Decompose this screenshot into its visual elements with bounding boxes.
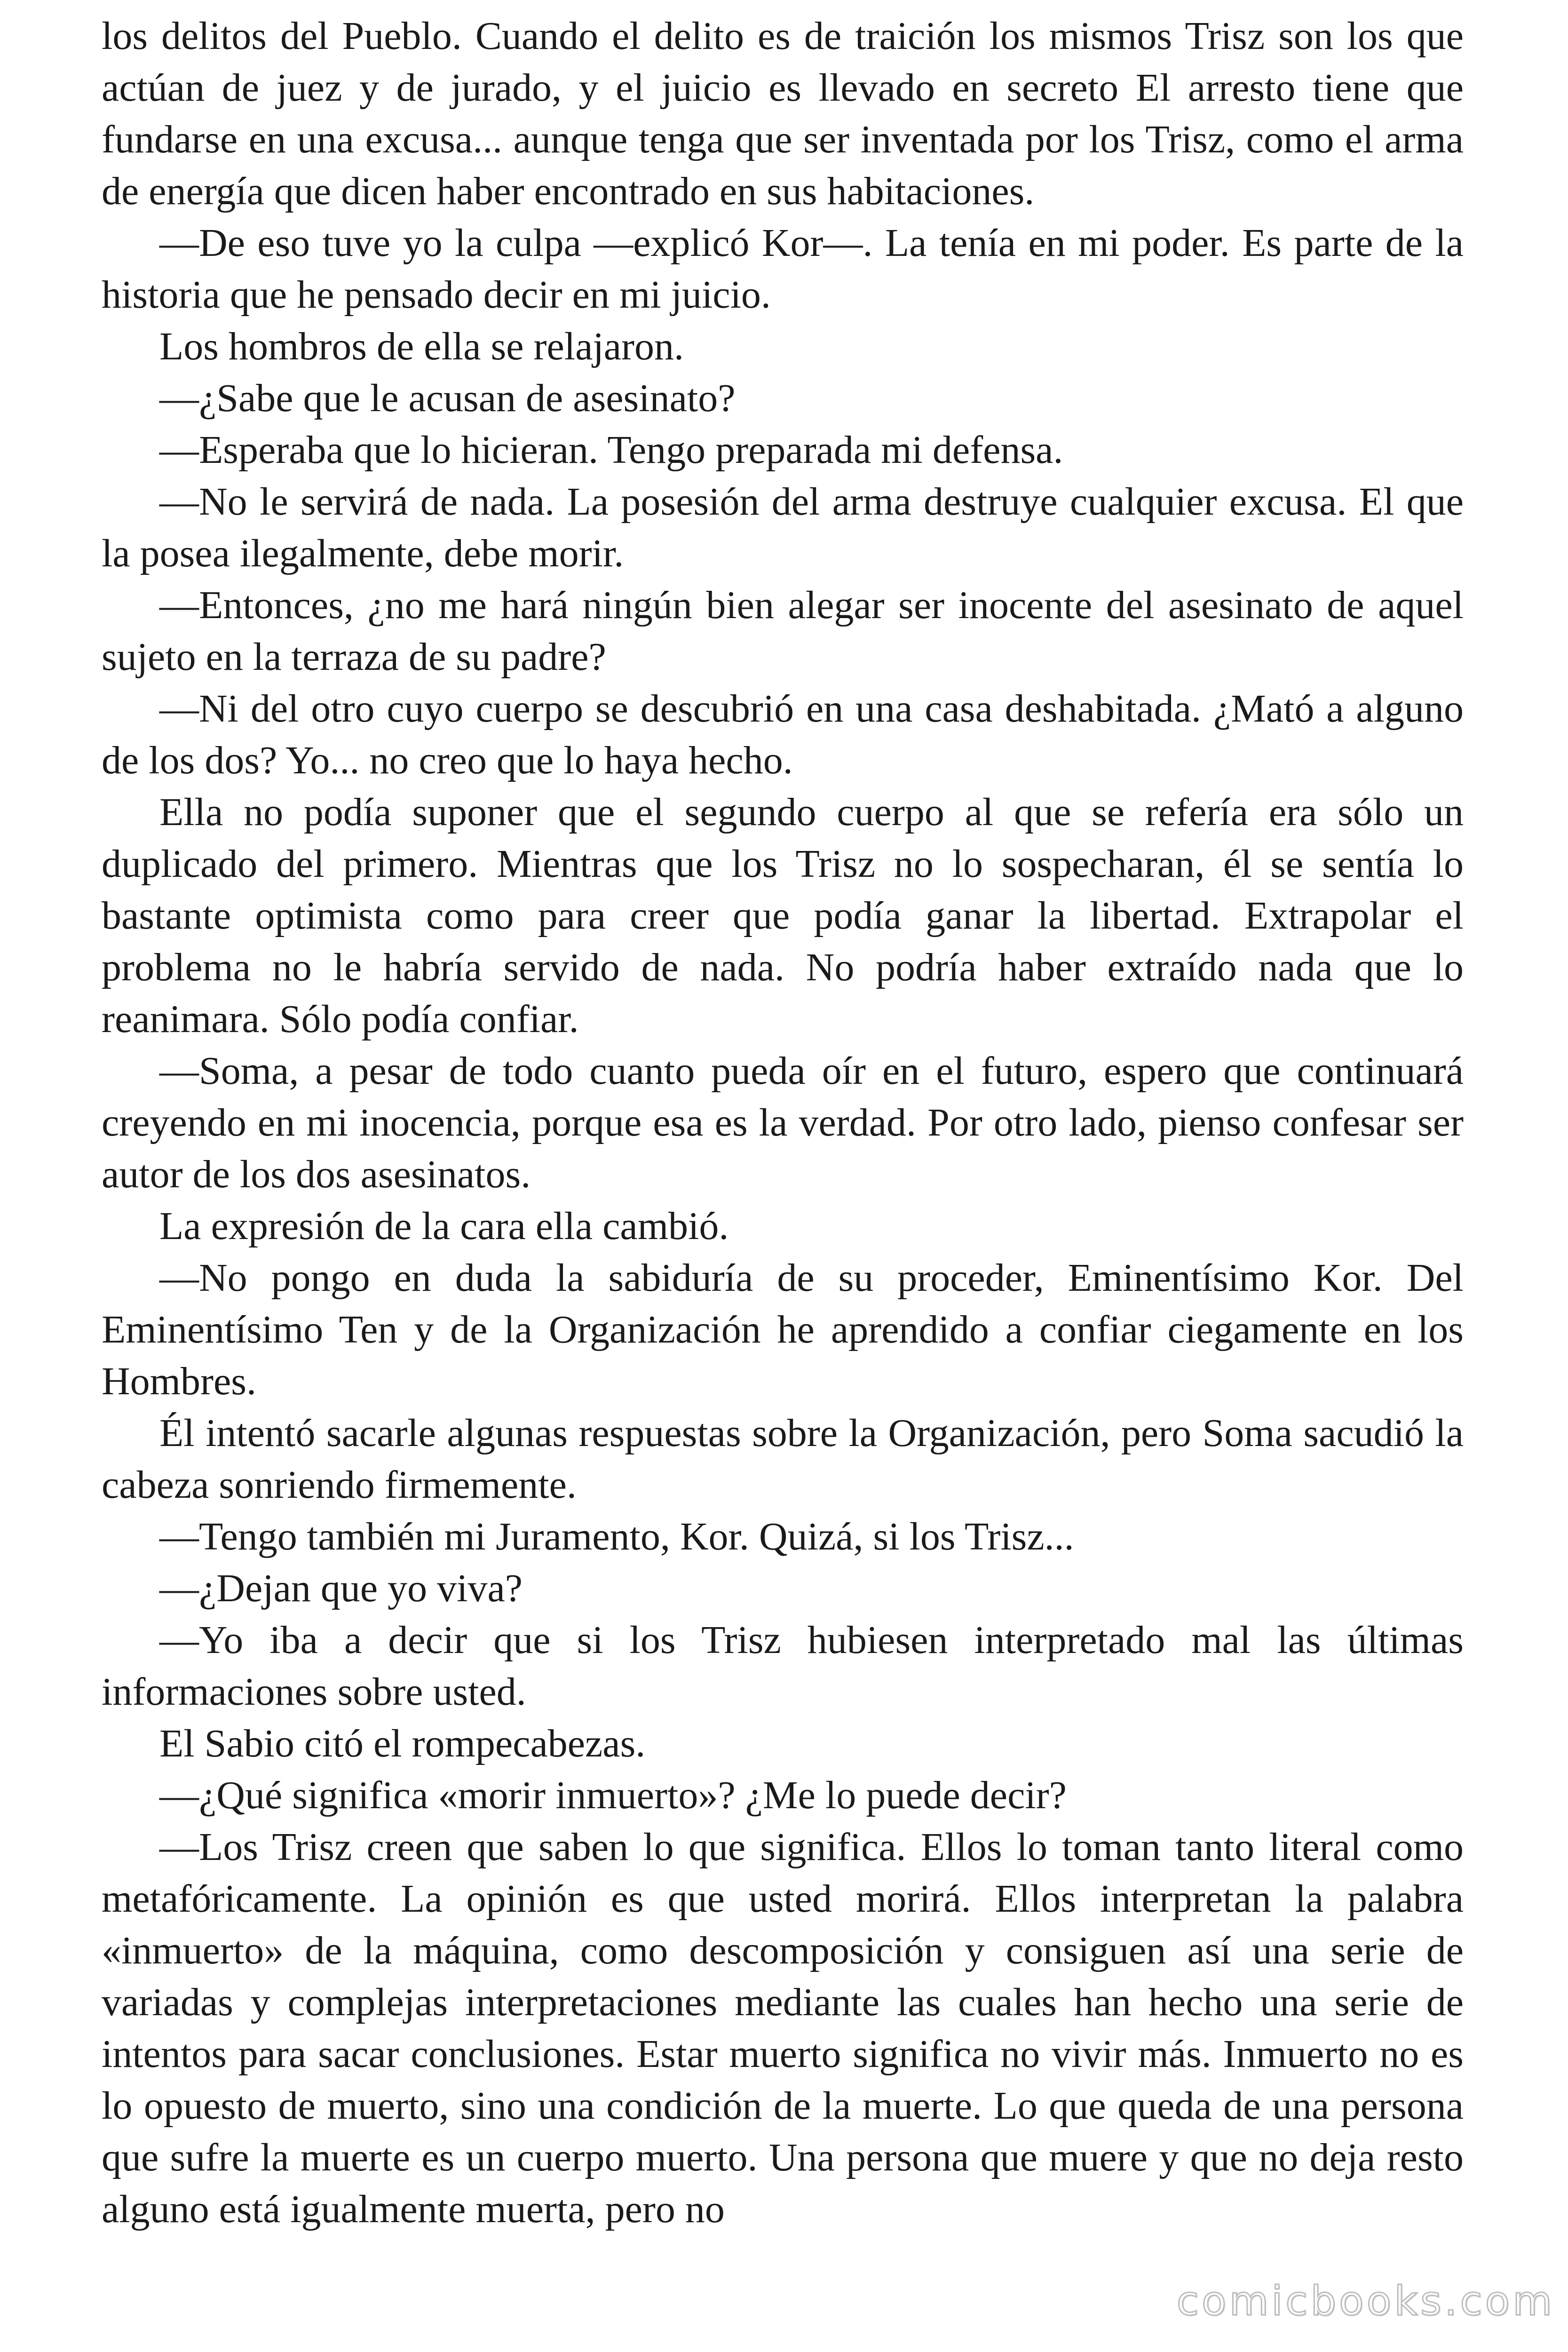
paragraph: —Tengo también mi Juramento, Kor. Quizá, si los Trisz...: [159, 1515, 1074, 1558]
paragraph: —Esperaba que lo hicieran. Tengo preparada mi defensa.: [159, 428, 1063, 472]
paragraph: La expresión de la cara ella cambió.: [159, 1204, 729, 1248]
paragraph: —Los Trisz creen que saben lo que significa. Ellos lo toman tanto literal como metafóricamente. La opinión es que usted morirá. Ellos interpretan la palabra «inmuerto» de la máquina, como descomposición y consiguen así una serie de variadas y complejas interpretaciones mediante las cuales han hecho una serie de intentos para sacar conclusiones. Estar muerto significa no vivir más. Inmuerto no es lo opuesto de muerto, sino una condición de la muerte. Lo que queda de una persona que sufre la muerte es un cuerpo muerto. Una persona que muere y que no deja resto alguno está igualmente muerta, pero no: [102, 1825, 1464, 2231]
paragraph-continuation: los delitos del Pueblo. Cuando el delito es de traición los mismos Trisz son los que actúan de juez y de jurado, y el juicio es llevado en secreto El arresto tiene que fundarse en una excusa... aunque tenga que ser inventada por los Trisz, como el arma de energía que dicen haber encontrado en sus habitaciones.: [102, 14, 1464, 213]
paragraph: —No pongo en duda la sabiduría de su proceder, Eminentísimo Kor. Del Eminentísimo Ten y de la Organización he aprendido a confiar ciegamente en los Hombres.: [102, 1256, 1464, 1403]
paragraph: Ella no podía suponer que el segundo cuerpo al que se refería era sólo un duplicado del primero. Mientras que los Trisz no lo sospecharan, él se sentía lo bastante optimista como para creer que podía ganar la libertad. Extrapolar el problema no le habría servido de nada. No podría haber extraído nada que lo reanimara. Sólo podía confiar.: [102, 790, 1464, 1041]
paragraph: —¿Qué significa «morir inmuerto»? ¿Me lo puede decir?: [159, 1773, 1067, 1817]
paragraph: —No le servirá de nada. La posesión del arma destruye cualquier excusa. El que la posea ilegalmente, debe morir.: [102, 480, 1464, 575]
paragraph: Él intentó sacarle algunas respuestas sobre la Organización, pero Soma sacudió la cabeza sonriendo firmemente.: [102, 1411, 1464, 1507]
body-text: [102, 10, 1464, 2235]
paragraph: —De eso tuve yo la culpa —explicó Kor—. La tenía en mi poder. Es parte de la historia que he pensado decir en mi juicio.: [102, 221, 1464, 317]
paragraph: El Sabio citó el rompecabezas.: [159, 1722, 646, 1765]
paragraph: —Entonces, ¿no me hará ningún bien alegar ser inocente del asesinato de aquel sujeto en la terraza de su padre?: [102, 583, 1464, 679]
paragraph: —¿Sabe que le acusan de asesinato?: [159, 376, 736, 420]
paragraph: —¿Dejan que yo viva?: [159, 1566, 523, 1610]
book-page: [102, 10, 1464, 2315]
paragraph: —Soma, a pesar de todo cuanto pueda oír en el futuro, espero que continuará creyendo en mi inocencia, porque esa es la verdad. Por otro lado, pienso confesar ser autor de los dos asesinatos.: [102, 1049, 1464, 1196]
paragraph: —Ni del otro cuyo cuerpo se descubrió en una casa deshabitada. ¿Mató a alguno de los dos? Yo... no creo que lo haya hecho.: [102, 687, 1464, 782]
paragraph: —Yo iba a decir que si los Trisz hubiesen interpretado mal las últimas informaciones sobre usted.: [102, 1618, 1464, 1714]
paragraph: Los hombros de ella se relajaron.: [159, 325, 684, 368]
watermark: comicbooks.com: [1176, 2278, 1555, 2325]
